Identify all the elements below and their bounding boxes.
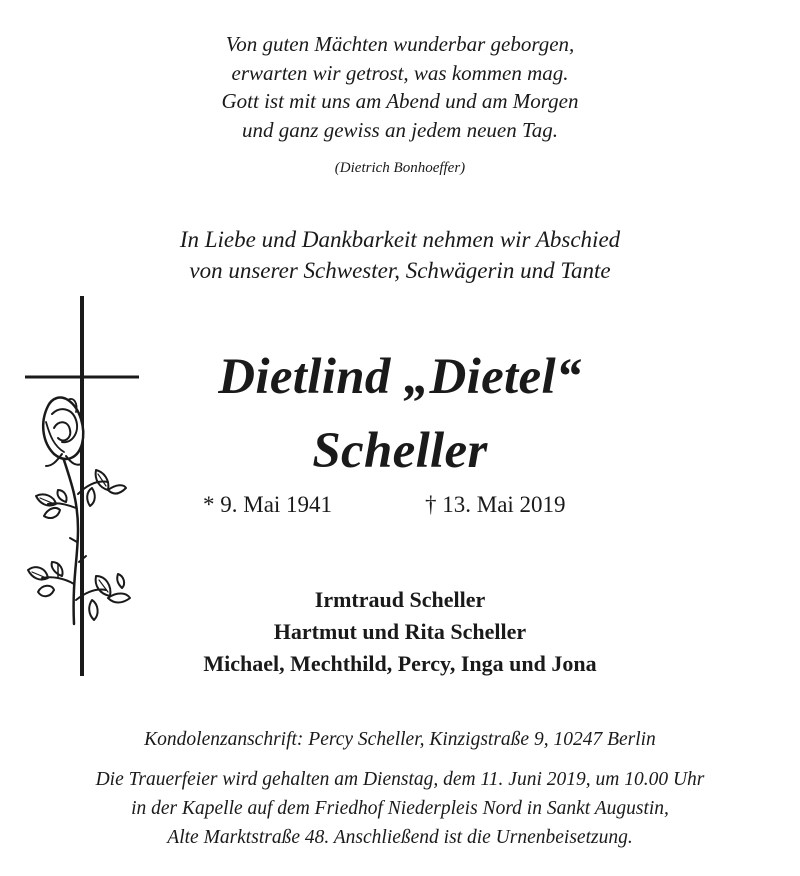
poem-line: Gott ist mit uns am Abend und am Morgen	[221, 89, 579, 113]
funeral-notice-line: Die Trauerfeier wird gehalten am Dienstag, dem 11. Juni 2019, um 10.00 Uhr	[95, 769, 705, 790]
mourner: Michael, Mechthild, Percy, Inga und Jona	[203, 651, 597, 676]
mourners-list	[0, 584, 800, 680]
poem-line: Von guten Mächten wunderbar geborgen,	[225, 32, 575, 56]
funeral-notice	[0, 765, 800, 852]
death-date: † 13. Mai 2019	[425, 492, 566, 517]
farewell-line: von unserer Schwester, Schwägerin und Tante	[189, 258, 611, 283]
mourner: Irmtraud Scheller	[314, 587, 486, 612]
farewell-text	[0, 224, 800, 286]
deceased-name-line-2: Scheller	[312, 423, 488, 479]
poem-attribution: (Dietrich Bonhoeffer)	[334, 160, 466, 176]
birth-date: * 9. Mai 1941	[203, 492, 333, 517]
poem	[0, 30, 800, 144]
poem-line: und ganz gewiss an jedem neuen Tag.	[242, 117, 558, 142]
mourner: Hartmut und Rita Scheller	[273, 619, 527, 644]
funeral-notice-line: Alte Marktstraße 48. Anschließend ist die Urnenbeisetzung.	[167, 827, 633, 848]
funeral-notice-line: in der Kapelle auf dem Friedhof Niederpleis Nord in Sankt Augustin,	[131, 798, 669, 819]
poem-line: erwarten wir getrost, was kommen mag.	[231, 60, 569, 85]
farewell-line: In Liebe und Dankbarkeit nehmen wir Abschied	[179, 227, 621, 252]
condolence-address: Kondolenzanschrift: Percy Scheller, Kinzigstraße 9, 10247 Berlin	[144, 729, 656, 750]
deceased-name-line-1: Dietlind „Dietel“	[218, 349, 582, 405]
